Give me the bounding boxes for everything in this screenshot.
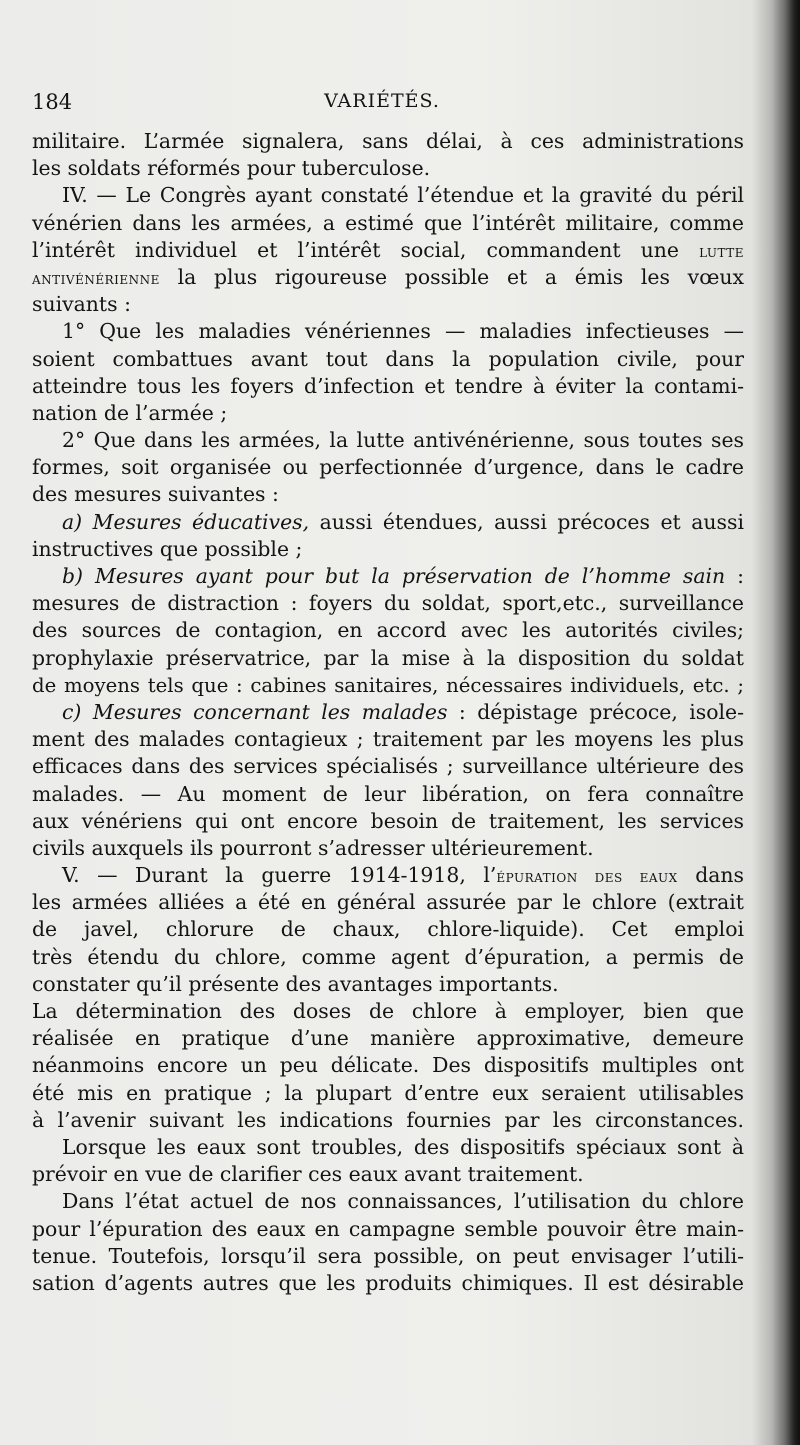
text-line: très étendu du chlore, comme agent d’épuration, a permis de [32, 944, 744, 969]
text-line: civils auxquels ils pourront s’adresser ultérieurement. [32, 835, 594, 860]
text-line: antivénérienne la plus rigoureuse possible et a émis les vœux [32, 264, 744, 289]
text-line: c) Mesures concernant les malades : dépistage précoce, isole- [62, 699, 744, 724]
text-line: pour l’épuration des eaux en campagne semble pouvoir être main- [32, 1216, 744, 1241]
text-line: prévoir en vue de clarifier ces eaux avant traitement. [32, 1162, 584, 1187]
text-line: V. — Durant la guerre 1914-1918, l’épuration des eaux dans [62, 863, 744, 888]
text-line: militaire. L’armée signalera, sans délai, à ces administrations [32, 129, 744, 153]
text-line: les soldats réformés pour tuberculose. [32, 156, 431, 181]
text-line: a) Mesures éducatives, aussi étendues, aussi précoces et aussi [62, 509, 744, 534]
text-line: instructives que possible ; [32, 536, 303, 561]
text-line: Dans l’état actuel de nos connaissances, l’utilisation du chlore [62, 1189, 744, 1214]
text-line: de moyens tels que : cabines sanitaires, nécessaires individuels, etc. ; [32, 673, 744, 697]
text-line: 1° Que les maladies vénériennes — maladies infectieuses — [62, 319, 744, 344]
text-line: nation de l’armée ; [32, 400, 228, 425]
text-line: réalisée en pratique d’une manière approximative, demeure [32, 1026, 744, 1051]
text-line: aux vénériens qui ont encore besoin de traitement, les services [32, 808, 744, 833]
text-line: soient combattues avant tout dans la population civile, pour [32, 346, 744, 371]
text-line: été mis en pratique ; la plupart d’entre eux seraient utilisables [32, 1080, 744, 1105]
text-line: IV. — Le Congrès ayant constaté l’étendue et la gravité du péril [62, 183, 744, 208]
text-line: atteindre tous les foyers d’infection et tendre à éviter la contami- [32, 373, 744, 398]
text-line: de javel, chlorure de chaux, chlore-liquide). Cet emploi [32, 917, 744, 942]
text-line: mesures de distraction : foyers du soldat, sport,etc., surveillance [32, 591, 744, 616]
text-line: suivants : [32, 292, 131, 317]
text-line: sation d’agents autres que les produits chimiques. Il est désirable [32, 1270, 744, 1295]
text-line: La détermination des doses de chlore à employer, bien que [32, 999, 744, 1023]
text-line: 2° Que dans les armées, la lutte antivénérienne, sous toutes ses [62, 428, 744, 453]
text-line: prophylaxie préservatrice, par la mise à la disposition du soldat [32, 645, 744, 670]
text-line: tenue. Toutefois, lorsqu’il sera possible, on peut envisager l’utili- [32, 1243, 744, 1268]
page-number: 184 [32, 90, 73, 114]
text-line: ment des malades contagieux ; traitement par les moyens les plus [32, 727, 744, 752]
text-line: b) Mesures ayant pour but la préservation de l’homme sain : [62, 564, 744, 588]
text-line: malades. — Au moment de leur libération, on fera connaître [32, 781, 744, 806]
running-title: VARIÉTÉS. [324, 90, 440, 112]
text-line: des mesures suivantes : [32, 482, 279, 507]
text-line: Lorsque les eaux sont troubles, des dispositifs spéciaux sont à [62, 1134, 744, 1159]
text-line: constater qu’il présente des avantages importants. [32, 971, 559, 996]
text-line: à l’avenir suivant les indications fournies par les circonstances. [32, 1107, 744, 1132]
text-line: des sources de contagion, en accord avec les autorités civiles; [32, 618, 744, 643]
page-header [32, 90, 732, 120]
body-text [32, 128, 744, 1297]
text-line: efficaces dans des services spécialisés ; surveillance ultérieure des [32, 754, 744, 779]
text-line: formes, soit organisée ou perfectionnée d’urgence, dans le cadre [32, 455, 744, 480]
text-line: les armées alliées a été en général assurée par le chlore (extrait [32, 890, 744, 915]
text-line: l’intérêt individuel et l’intérêt social, commandent une lutte [32, 237, 744, 262]
text-line: néanmoins encore un peu délicate. Des dispositifs multiples ont [32, 1053, 744, 1078]
page-edge-shadow [772, 0, 800, 1445]
text-line: vénérien dans les armées, a estimé que l’intérêt militaire, comme [32, 210, 744, 235]
